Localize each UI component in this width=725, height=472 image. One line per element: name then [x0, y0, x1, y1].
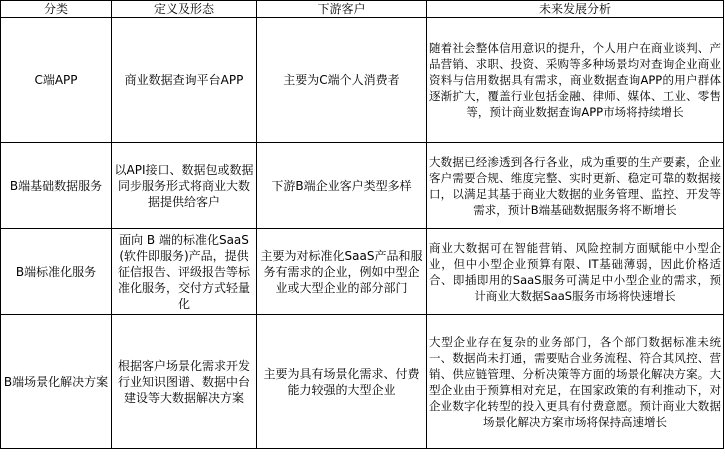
table-header-row — [1, 1, 724, 18]
cell-definition: 以API接口、数据包或数据同步服务形式将商业大数据提供给客户 — [112, 143, 257, 229]
header-definition: 定义及形态 — [112, 1, 257, 18]
cell-definition: 面向 B 端的标准化SaaS(软件即服务)产品，提供征信报告、评级报告等标准化服务，交付方式轻量化 — [112, 229, 257, 315]
cell-customers: 下游B端企业客户类型多样 — [257, 143, 427, 229]
cell-definition: 商业数据查询平台APP — [112, 18, 257, 143]
cell-customers: 主要为具有场景化需求、付费能力较强的大型企业 — [257, 315, 427, 449]
table-row — [1, 143, 724, 229]
cell-category: C端APP — [1, 18, 112, 143]
cell-analysis: 大数据已经渗透到各行各业，成为重要的生产要素，企业客户需要合规、维度完整、实时更新、稳定可靠的数据接口，以满足其基于商业大数据的业务管理、监控、开发等需求，预计B端基础数据服务将不断增长 — [427, 143, 724, 229]
cell-category: B端标准化服务 — [1, 229, 112, 315]
header-analysis: 未来发展分析 — [427, 1, 724, 18]
cell-definition: 根据客户场景化需求开发行业知识图谱、数据中台建设等大数据解决方案 — [112, 315, 257, 449]
cell-customers: 主要为对标准化SaaS产品和服务有需求的企业，例如中型企业或大型企业的部分部门 — [257, 229, 427, 315]
header-customers: 下游客户 — [257, 1, 427, 18]
table-row — [1, 315, 724, 449]
table-row — [1, 229, 724, 315]
cell-category: B端基础数据服务 — [1, 143, 112, 229]
cell-analysis: 随着社会整体信用意识的提升，个人用户在商业谈判、产品营销、求职、投资、采购等多种场景均对查询企业商业资料与信用数据具有需求，商业数据查询APP的用户群体逐渐扩大，覆盖行业包括金融、律师、媒体、工业、零售等，预计商业数据查询APP市场将持续增长 — [427, 18, 724, 143]
cell-customers: 主要为C端个人消费者 — [257, 18, 427, 143]
cell-analysis: 商业大数据可在智能营销、风险控制方面赋能中小型企业，但中小型企业预算有限、IT基础薄弱，因此价格适合、即插即用的SaaS服务可满足中小型企业的需求，预计商业大数据SaaS服务市场将快速增长 — [427, 229, 724, 315]
header-category: 分类 — [1, 1, 112, 18]
cell-category: B端场景化解决方案 — [1, 315, 112, 449]
cell-analysis: 大型企业存在复杂的业务部门，各个部门数据标准未统一、数据尚未打通，需要贴合业务流程、符合其风控、营销、供应链管理、分析决策等方面的场景化解决方案。大型企业由于预算相对充足，在国家政策的有利推动下，对企业数字化转型的投入更具有付费意愿。预计商业大数据场景化解决方案市场将保持高速增长 — [427, 315, 724, 449]
table-row — [1, 18, 724, 143]
